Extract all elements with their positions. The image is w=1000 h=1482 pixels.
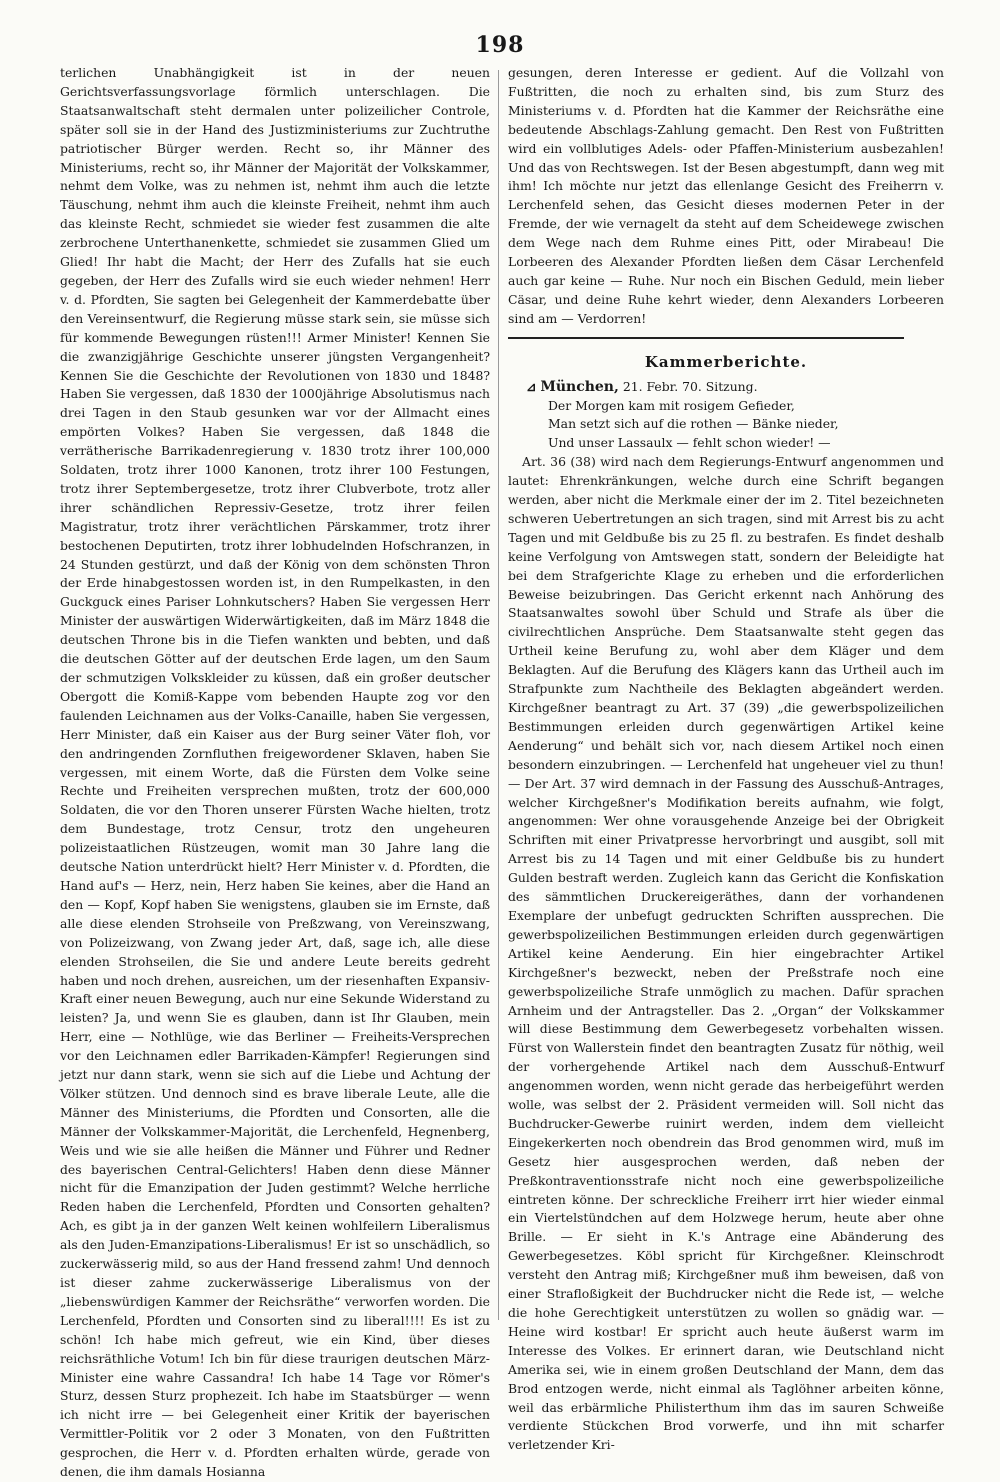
section-title: Kammerberichte. [644, 352, 808, 371]
right-column [508, 64, 944, 1453]
verse-line: Man setzt sich auf die rothen — Bänke nieder, [548, 416, 839, 432]
verse [548, 397, 944, 454]
column-divider [498, 70, 499, 1320]
verse-line: Der Morgen kam mit rosigem Gefieder, [548, 397, 795, 413]
left-column [60, 64, 490, 1480]
dateline-mark-icon: ⊿ [526, 378, 537, 394]
left-column-paragraph: terlichen Unabhängigkeit ist in der neuen Gerichtsverfassungsvorlage förmlich unterschlagen. Die Staatsanwaltschaft steht dermalen unter polizeilicher Controle, später soll sie in der Hand des Justizministeriums zur Zuchtruthe patriotischer Bürger werden. Recht so, ihr Männer des Ministeriums, recht so, ihr Männer der Majorität der Volkskammer, nehmt dem Volke, was zu nehmen ist, nehmt ihm auch die letzte Täuschung, nehmt ihm auch die kleinste Freiheit, nehmt ihm auch das kleinste Recht, schmiedet sie wieder fest zusammen die alte zerbrochene Unterthanenkette, schmiedet sie zusammen Glied um Glied! Ihr habt die Macht; der Herr des Zufalls hat sie euch gegeben, der Herr des Zufalls wird sie euch wieder nehmen! Herr v. d. Pfordten, Sie sagten bei Gelegenheit der Kammerdebatte über den Vereinsentwurf, die Regierung müsse stark sein, sie müsse sich für kommende Bewegungen rüsten!!! Armer Minister! Kennen Sie die zwanzigjährige Geschichte unserer jüngsten Vergangenheit? Kennen Sie die Geschichte der Revolutionen von 1830 und 1848? Haben Sie vergessen, daß 1830 der 1000jährige Absolutismus nach drei Tagen in den Staub gesunken war vor der Allmacht eines empörten Volkes? Haben Sie vergessen, daß 1848 die verrätherische Barrikadenregierung v. 1830 trotz ihrer 100,000 Soldaten, trotz ihrer 1000 Kanonen, trotz ihrer 100 Festungen, trotz ihrer Septembergesetze, trotz ihrer Clubverbote, trotz aller ihrer schändlichen Repressiv-Gesetze, trotz ihrer feilen Magistratur, trotz ihrer verächtlichen Pärskammer, trotz ihrer bestochenen Deputirten, trotz ihrer lobhudelnden Hofschranzen, in 24 Stunden gestürzt, und daß der König von dem schönsten Thron der Erde hinabgestossen worden ist, in den Rumpelkasten, in den Guckguck eines Pariser Lohnkutschers? Haben Sie vergessen Herr Minister der auswärtigen Widerwärtigkeiten, daß im März 1848 die deutschen Throne bis in die Tiefen wankten und bebten, und daß die deutschen Götter auf der deutschen Erde lagen, um den Saum der schmutzigen Volkskleider zu küssen, daß ein großer deutscher Obergott die Komiß-Kappe vom bebenden Haupte zog vor den faulenden Leichnamen aus der Volks-Canaille, haben Sie vergessen, Herr Minister, daß ein Kaiser aus der Burg seiner Väter floh, vor den andringenden Zornfluthen freigewordener Sklaven, haben Sie vergessen, mit einem Worte, daß die Fürsten dem Volke seine Rechte und Freiheiten versprechen mußten, trotz der 600,000 Soldaten, die vor den Thoren unserer Fürsten Wache hielten, trotz dem Bundestage, trotz Censur, trotz den ungeheuren polizeistaatlichen Rüstzeugen, womit man 30 Jahre lang die deutsche Nation unterdrückt hielt? Herr Minister v. d. Pfordten, die Hand auf's — Herz, nein, Herz haben Sie keines, aber die Hand an den — Kopf, Kopf haben Sie wenigstens, glauben sie im Ernste, daß alle diese elenden Strohseile von Preßzwang, von Vereinszwang, von Polizeizwang, von Zwang jeder Art, daß, sage ich, alle diese elenden Strohseilen, die Sie und andere Leute bereits gedreht haben und noch drehen, ausreichen, um der riesenhaften Expansiv-Kraft einer neuen Bewegung, auch nur eine Sekunde Widerstand zu leisten? Ja, und wenn Sie es glauben, dann ist Ihr Glauben, mein Herr, eine — Nothlüge, wie das Berliner — Freiheits-Versprechen vor den Leichnamen edler Barrikaden-Kämpfer! Regierungen sind jetzt nur dann stark, wenn sie sich auf die Liebe und Achtung der Völker stützen. Und dennoch sind es brave liberale Leute, alle die Männer des Ministeriums, die Pfordten und Consorten, alle die Männer der Volkskammer-Majorität, die Lerchenfeld, Hegnenberg, Weis und wie sie alle heißen die Männer und Führer und Redner des bayerischen Central-Gelichters! Haben denn diese Männer nicht für die Emanzipation der Juden gestimmt? Welche herrliche Reden haben die Lerchenfeld, Pfordten und Consorten gehalten? Ach, es gibt ja in der ganzen Welt keinen wohlfeilern Liberalismus als den Juden-Emanzipations-Liberalismus! Er ist so unschädlich, so zuckerwässerig mild, so aus der Hand fressend zahm! Und dennoch ist dieser zahme zuckerwässerige Liberalismus von der „liebenswürdigen Kammer der Reichsräthe“ verworfen worden. Die Lerchenfeld, Pfordten und Consorten sind zu liberal!!!! Es ist zu schön! Ich habe mich gefreut, wie ein Kind, über dieses reichsräthliche Votum! Ich bin für diese traurigen deutschen März-Minister eine wahre Cassandra! Ich habe 14 Tage vor Römer's Sturz, dessen Sturz prophezeit. Ich habe im Staatsbürger — wenn ich nicht irre — bei Gelegenheit einer Kritik der bayerischen Vermittler-Politik vor 2 oder 3 Monaten, von den Fußtritten gesprochen, die Herr v. d. Pfordten erhalten würde, gerade von denen, die ihm damals Hosianna [60, 65, 490, 1480]
session-report-body: Art. 36 (38) wird nach dem Regierungs-Entwurf angenommen und lautet: Ehrenkränkungen, welche durch eine Schrift begangen werden, aber nicht die Merkmale einer der im 2. Titel bezeichneten schweren Uebertretungen an sich tragen, sind mit Arrest bis zu acht Tagen und mit Geldbuße bis zu 25 fl. zu bestrafen. Es findet deshalb keine Verfolgung von Amtswegen statt, sondern der Beleidigte hat bei dem Strafgerichte Klage zu erheben und die erforderlichen Beweise beizubringen. Das Gericht erkennt nach Anhörung des Staatsanwaltes sowohl über Schuld und Strafe als über die civilrechtlichen Ansprüche. Dem Staatsanwalte steht gegen das Urtheil keine Berufung zu, wohl aber dem Kläger und dem Beklagten. Auf die Berufung des Klägers kann das Urtheil auch im Strafpunkte zum Nachtheile des Beklagten abgeändert werden. Kirchgeßner beantragt zu Art. 37 (39) „die gewerbspolizeilichen Bestimmungen erleiden durch gegenwärtigen Artikel keine Aenderung“ und behält sich vor, nach diesem Artikel noch einen besondern einzubringen. — Lerchenfeld hat ungeheuer viel zu thun! — Der Art. 37 wird demnach in der Fassung des Ausschuß-Antrages, welcher Kirchgeßner's Modifikation bereits aufnahm, wie folgt, angenommen: Wer ohne vorausgehende Anzeige bei der Obrigkeit Schriften mit einer Privatpresse hervorbringt und ausgibt, soll mit Arrest bis zu 14 Tagen und mit einer Geldbuße bis zu hundert Gulden bestraft werden. Zugleich kann das Gericht die Konfiskation des sämmtlichen Druckereigeräthes, dann der vorhandenen Exemplare der unbefugt gedruckten Schriften aussprechen. Die gewerbspolizeilichen Bestimmungen erleiden durch gegenwärtigen Artikel keine Aenderung. Ein hier eingebrachter Artikel Kirchgeßner's bezweckt, neben der Preßstrafe noch eine gewerbspolizeiliche Strafe unmöglich zu machen. Dafür sprachen Arnheim und der Antragsteller. Das 2. „Organ“ der Volkskammer will diese Bestimmung dem Gewerbegesetz vorbehalten wissen. Fürst von Wallerstein findet den beantragten Zusatz für nöthig, weil der vorhergehende Artikel nach dem Ausschuß-Entwurf angenommen worden, wenn nicht gerade das herbeigeführt werden wolle, was selbst der 2. Präsident vermeiden will. Soll nicht das Buchdrucker-Gewerbe ruinirt werden, indem dem vielleicht Eingekerkerten noch obendrein das Brod genommen wird, muß im Gesetz hier ausgesprochen werden, daß neben der Preßkontraventionsstrafe nicht noch eine gewerbspolizeiliche eintreten könne. Der schreckliche Freiherr irrt hier wieder einmal ein Viertelstündchen auf dem Holzwege herum, heute aber ohne Brille. — Er sieht in K.'s Antrage eine Abänderung des Gewerbegesetzes. Köbl spricht für Kirchgeßner. Kleinschrodt versteht den Antrag miß; Kirchgeßner muß ihm beweisen, daß von einer Strafloßigkeit der Buchdrucker nicht die Rede ist, — welche die hohe Gerechtigkeit unterstützen zu wollen so gnädig war. — Heine wird kostbar! Er spricht auch heute äußerst warm im Interesse des Volkes. Er erinnert daran, wie Deutschland nicht Amerika sei, wie in einem großen Deutschland der Mann, dem das Brod entzogen werde, nicht einmal als Taglöhner arbeiten könne, weil das erbärmliche Philisterthum ihm das im sauren Schweiße verdiente Stückchen Brod vorwerfe, und ihn mit scharfer verletzender Kri- [508, 454, 944, 1453]
section-divider [508, 337, 904, 339]
dateline [526, 378, 944, 397]
dateline-session: 21. Febr. 70. Sitzung. [622, 378, 758, 394]
page-number: 198 [475, 32, 525, 58]
verse-line: Und unser Lassaulx — fehlt schon wieder! — [548, 435, 831, 451]
dateline-city: München, [540, 378, 619, 395]
right-column-paragraph: gesungen, deren Interesse er gedient. Auf die Vollzahl von Fußtritten, die noch zu erhalten sind, bis zum Sturz des Ministeriums v. d. Pfordten hat die Kammer der Reichsräthe eine bedeutende Abschlags-Zahlung gemacht. Den Rest von Fußtritten wird ein vollblutiges Adels- oder Pfaffen-Ministerium ausbezahlen! Und das von Rechtswegen. Ist der Besen abgestumpft, dann weg mit ihm! Ich möchte nur jetzt das ellenlange Gesicht des Freiherrn v. Lerchenfeld sehen, das Gesicht dieses modernen Peter in der Fremde, der wie vernagelt da steht auf dem Scheidewege zwischen dem Wege nach dem Ruhme eines Pitt, oder Mirabeau! Die Lorbeeren des Alexander Pfordten ließen dem Cäsar Lerchenfeld auch gar keine — Ruhe. Nur noch ein Bischen Geduld, mein lieber Cäsar, und deine Ruhe kehrt wieder, denn Alexanders Lorbeeren sind am — Verdorren! [508, 65, 944, 326]
